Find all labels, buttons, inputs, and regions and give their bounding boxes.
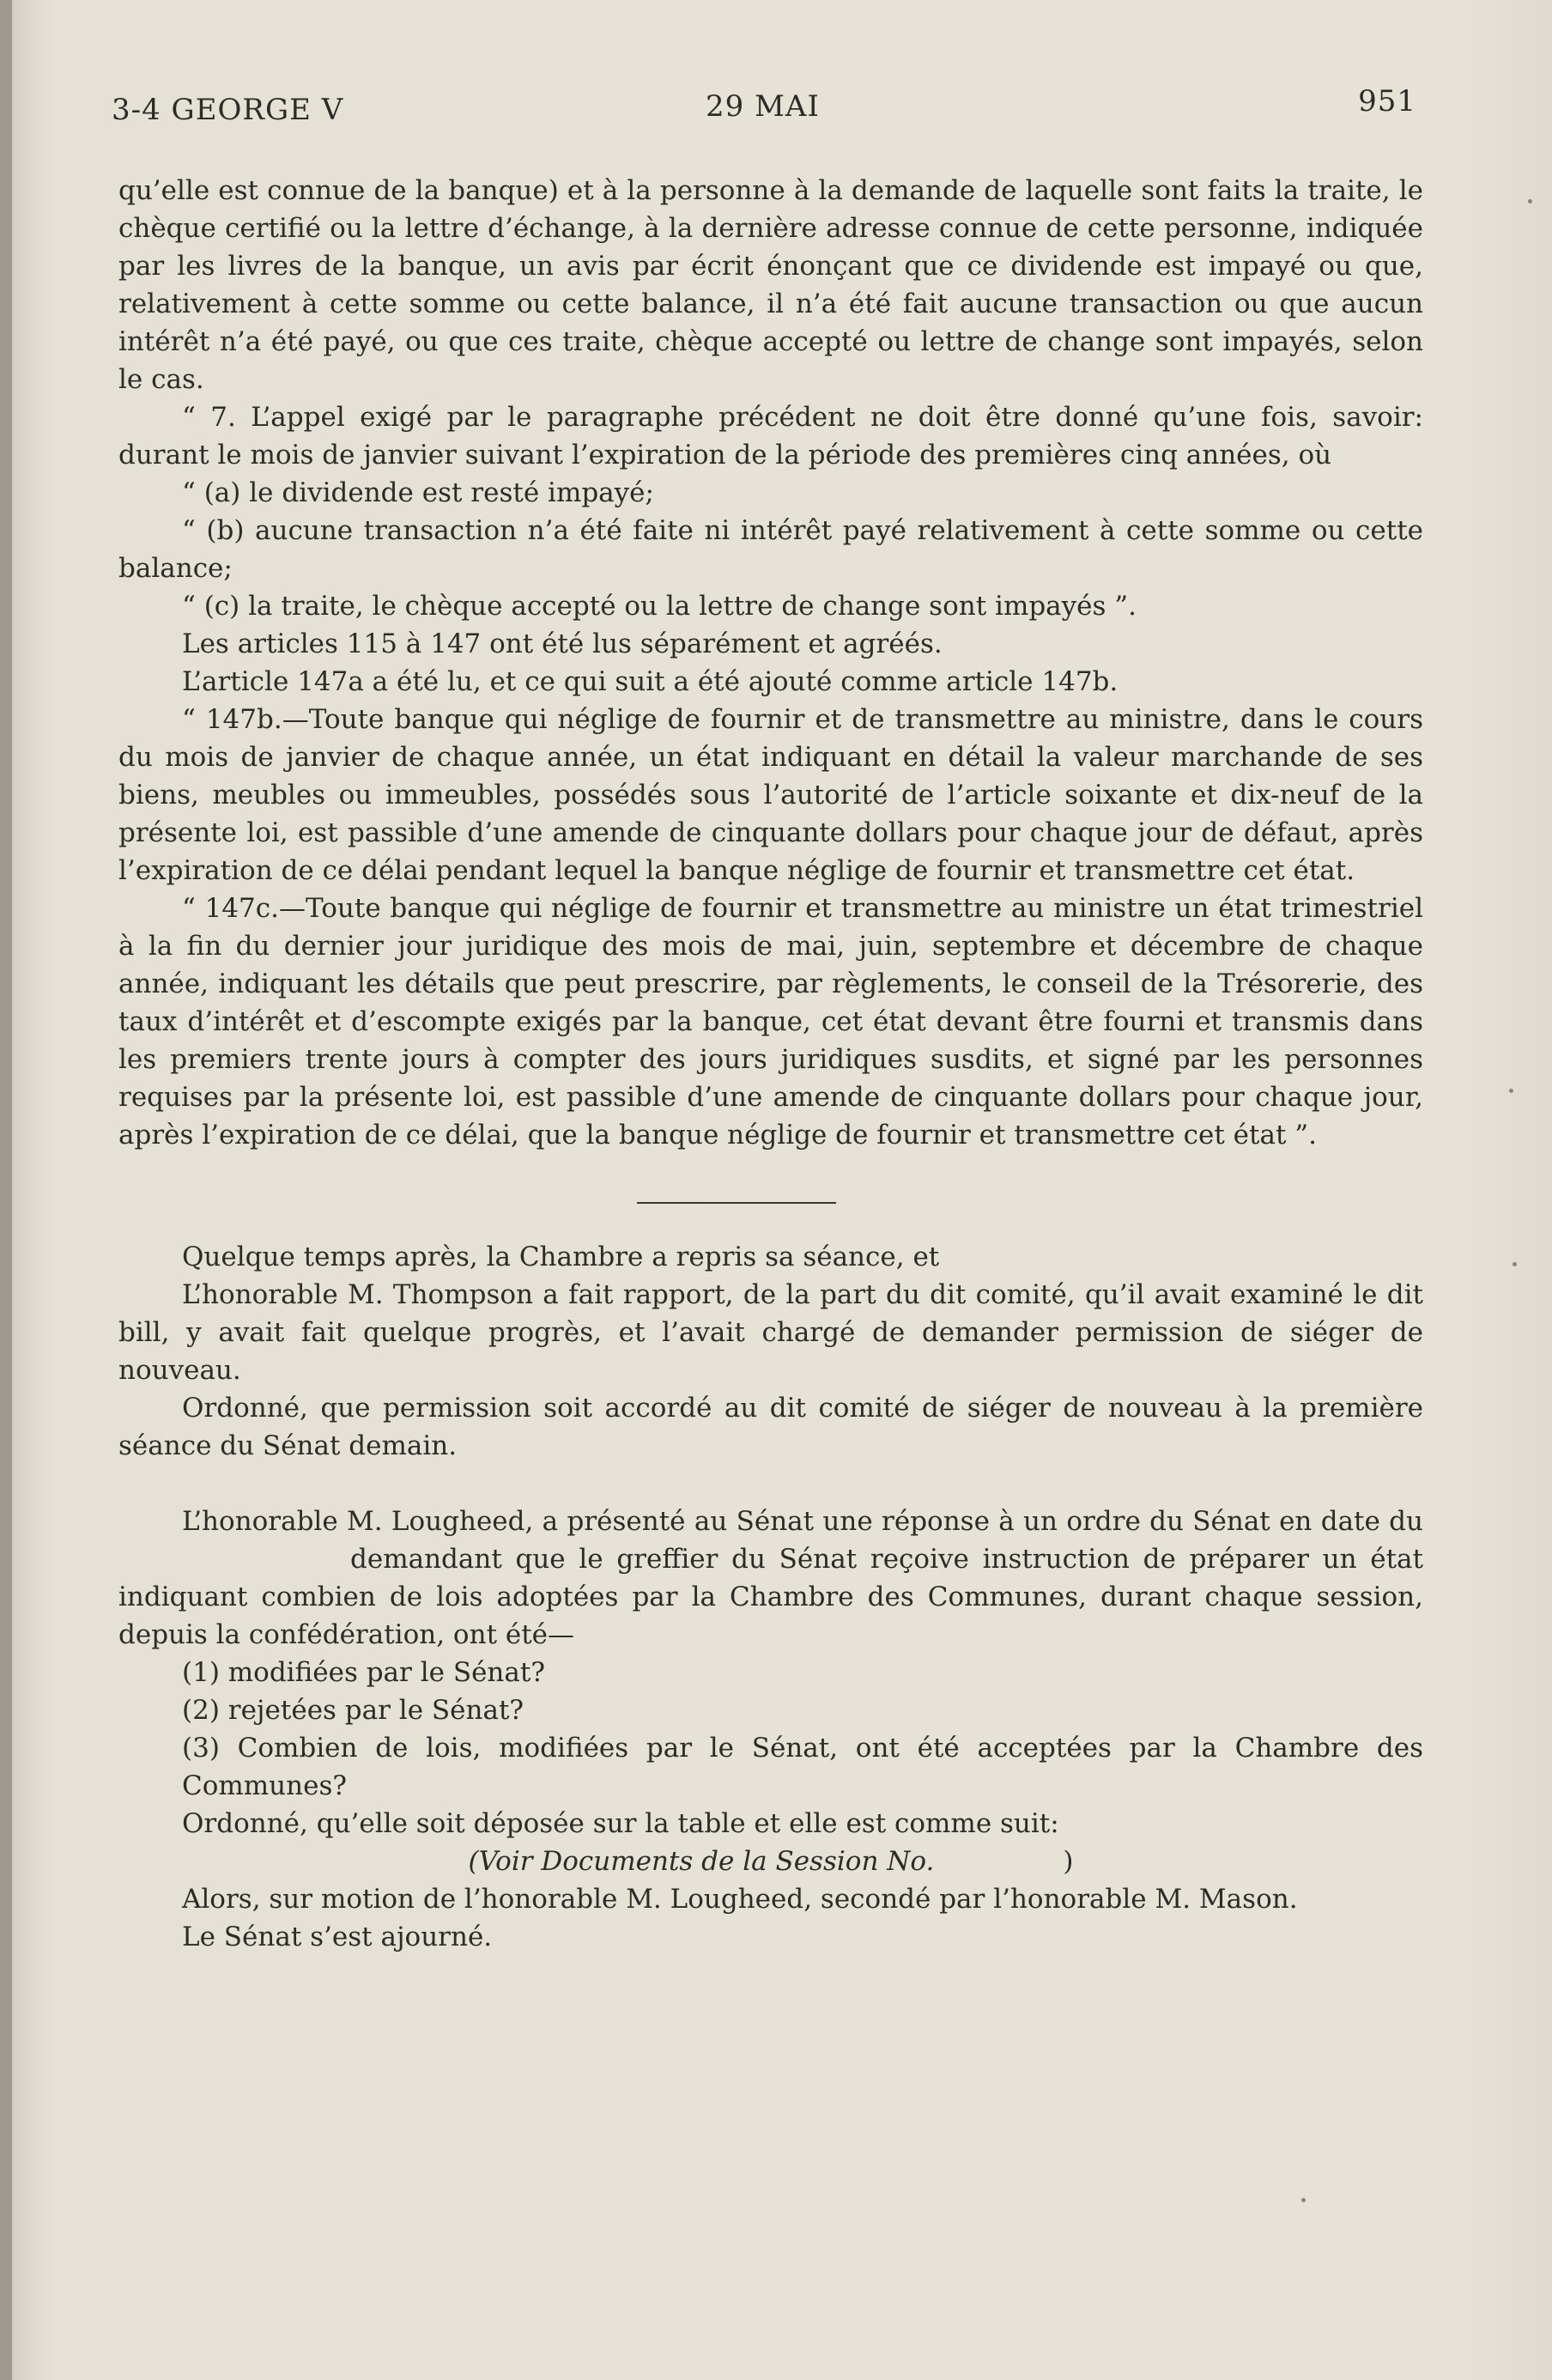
binding-gutter [0, 0, 12, 2380]
paragraph-article-147b: “ 147b.—Toute banque qui néglige de fournir et de transmettre au ministre, dans le cours du mois de janvier de chaque année, un état indiquant en détail la valeur marchande de ses biens, meubles ou immeubles, possédés sous l’autorité de l’article soixante et dix-neuf de la présente loi, est passible d’une amende de cinquante dollars pour chaque jour de défaut, après l’expiration de ce délai pendant lequel la banque néglige de fournir et transmettre cet état. [118, 704, 1423, 886]
return-intro-b: demandant que le greffier du Sénat reçoive instruction de préparer un état indiquant combien de lois adoptées par la Chambre des Communes, durant chaque session, depuis la confédération, ont été— [118, 1544, 1423, 1650]
paragraph-resumed-sitting: Quelque temps après, la Chambre a repris sa séance, et [182, 1242, 940, 1272]
list-item-2: (2) rejetées par le Sénat? [182, 1695, 524, 1726]
paragraph-motion-adjourn: Alors, sur motion de l’honorable M. Lougheed, secondé par l’honorable M. Mason. [182, 1884, 1298, 1915]
paragraph-continuation: qu’elle est connue de la banque) et à la personne à la demande de laquelle sont faits la traite, le chèque certifié ou la lettre d’échange, à la dernière adresse connue de cette personne, indiquée par les livres de la banque, un avis par écrit énonçant que ce dividende est impayé ou que, relativement à cette somme ou cette balance, il n’a été fait aucune transaction ou que aucun intérêt n’a été payé, ou que ces traite, chèque accepté ou lettre de change sont impayés, selon le cas. [118, 175, 1423, 395]
header-regnal-year: 3-4 GEORGE V [112, 93, 344, 127]
scan-speck [1513, 1262, 1517, 1266]
page-body [118, 172, 1423, 1956]
paragraph-article-147a: L’article 147a a été lu, et ce qui suit a été ajouté comme article 147b. [182, 666, 1119, 697]
section-divider [637, 1202, 836, 1204]
paragraph-articles-agreed: Les articles 115 à 147 ont été lus séparément et agréés. [182, 628, 943, 659]
page-number: 951 [1358, 84, 1416, 118]
scan-speck [1509, 1089, 1513, 1093]
scan-speck [1528, 199, 1532, 203]
see-documents-line [118, 1843, 1423, 1880]
scan-speck [1301, 2198, 1306, 2202]
clause-item-b: “ (b) aucune transaction n’a été faite ni intérêt payé relativement à cette somme ou cette balance; [118, 515, 1423, 584]
paragraph-order-committee: Ordonné, que permission soit accordé au dit comité de siéger de nouveau à la première séance du Sénat demain. [118, 1393, 1423, 1461]
paragraph-order-tabled: Ordonné, qu’elle soit déposée sur la table et elle est comme suit: [182, 1808, 1059, 1839]
list-item-1: (1) modifiées par le Sénat? [182, 1657, 545, 1688]
paragraph-committee-report: L’honorable M. Thompson a fait rapport, de la part du dit comité, qu’il avait examiné le dit bill, y avait fait quelque progrès, et l’avait chargé de demander permission de siéger de nouveau. [118, 1279, 1423, 1386]
clause-item-c: “ (c) la traite, le chèque accepté ou la lettre de change sont impayés ”. [182, 591, 1137, 622]
list-item-3: (3) Combien de lois, modifiées par le Sénat, ont été acceptées par la Chambre des Communes? [182, 1733, 1423, 1801]
paragraph-clause-7: “ 7. L’appel exigé par le paragraphe précédent ne doit être donné qu’une fois, savoir: durant le mois de janvier suivant l’expiration de la période des premières cinq années, où [118, 402, 1423, 471]
header-date: 29 MAI [706, 89, 820, 124]
return-intro-a: L’honorable M. Lougheed, a présenté au Sénat une réponse à un ordre du Sénat en date du [182, 1506, 1423, 1537]
see-documents-close: ) [1063, 1846, 1074, 1877]
paragraph-article-147c: “ 147c.—Toute banque qui néglige de fournir et transmettre au ministre un état trimestriel à la fin du dernier jour juridique des mois de mai, juin, septembre et décembre de chaque année, indiquant les détails que peut prescrire, par règlements, le conseil de la Trésorerie, des taux d’intérêt et d’escompte exigés par la banque, cet état devant être fourni et transmis dans les premiers trente jours à compter des jours juridiques susdits, et signé par les personnes requises par la présente loi, est passible d’une amende de cinquante dollars pour chaque jour, après l’expiration de ce délai, que la banque néglige de fournir et transmettre cet état ”. [118, 893, 1423, 1151]
spacer [118, 1465, 1423, 1503]
paragraph-return-presented [118, 1503, 1423, 1654]
see-documents-text: (Voir Documents de la Session No. [468, 1846, 935, 1877]
running-header [112, 84, 1416, 136]
paragraph-senate-adjourned: Le Sénat s’est ajourné. [182, 1922, 493, 1952]
clause-item-a: “ (a) le dividende est resté impayé; [182, 477, 654, 508]
